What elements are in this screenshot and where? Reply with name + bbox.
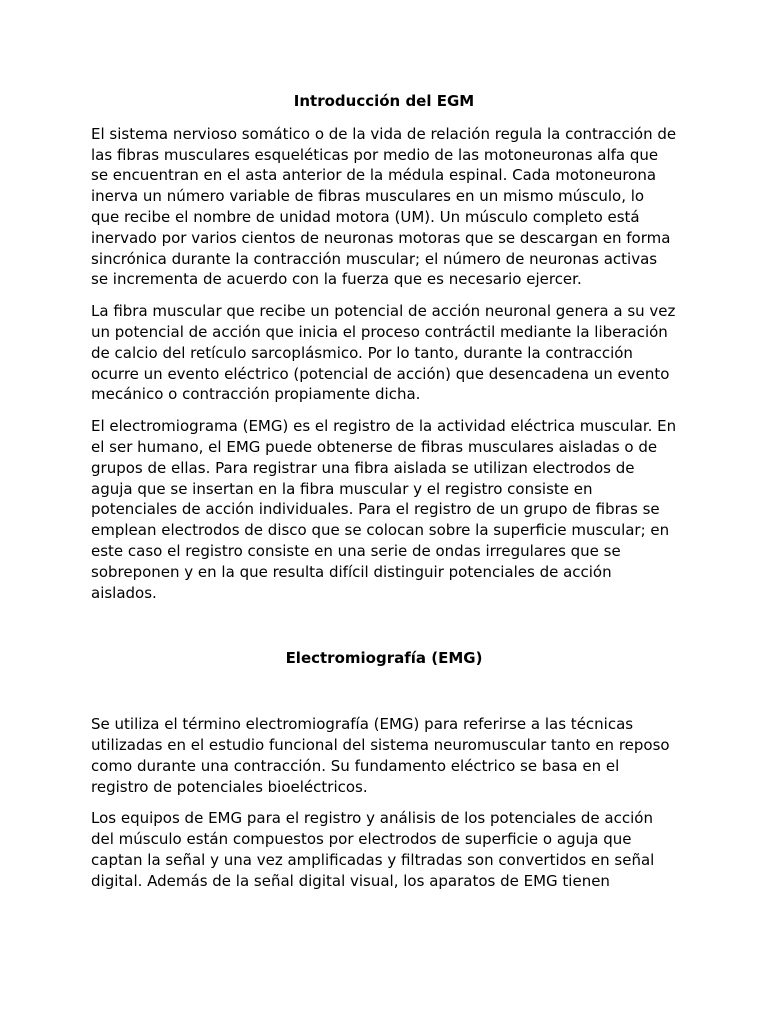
section-title-intro: Introducción del EGM [293,92,475,110]
paragraph-emg-1: Se utiliza el término electromiografía (EMG) para referirse a las técnicas utilizadas en el estudio funcional del sistema neuromuscular tanto en reposo como durante una contracción. Su fundamento eléctrico se basa en el registro de potenciales bioeléctricos. [91,715,670,796]
paragraph-intro-1: El sistema nervioso somático o de la vida de relación regula la contracción de las fibras musculares esqueléticas por medio de las motoneuronas alfa que se encuentran en el asta anterior de la médula espinal. Cada motoneurona inerva un número variable de fibras musculares en un mismo músculo, lo que recibe el nombre de unidad motora (UM). Un músculo completo está inervado por varios cientos de neuronas motoras que se descargan en forma sincrónica durante la contracción muscular; el número de neuronas activas se incrementa de acuerdo con la fuerza que es necesario ejercer. [91,124,677,289]
section-title-emg: Electromiografía (EMG) [285,649,483,668]
paragraph-intro-2: La fibra muscular que recibe un potencial de acción neuronal genera a su vez un potencial de acción que inicia el proceso contráctil mediante la liberación de calcio del retículo sarcoplásmico. Por lo tanto, durante la contracción ocurre un evento eléctrico (potencial de acción) que desencadena un evento mecánico o contracción propiamente dicha. [91,302,676,404]
document-body [91,91,677,892]
paragraph-emg-2: Los equipos de EMG para el registro y análisis de los potenciales de acción del músculo están compuestos por electrodos de superficie o aguja que captan la señal y una vez amplificadas y filtradas son convertidos en señal digital. Además de la señal digital visual, los aparatos de EMG tienen [91,809,655,890]
paragraph-intro-3: El electromiograma (EMG) es el registro de la actividad eléctrica muscular. En el ser humano, el EMG puede obtenerse de fibras musculares aisladas o de grupos de ellas. Para registrar una fibra aislada se utilizan electrodos de aguja que se insertan en la fibra muscular y el registro consiste en potenciales de acción individuales. Para el registro de un grupo de fibras se emplean electrodos de disco que se colocan sobre la superficie muscular; en este caso el registro consiste en una serie de ondas irregulares que se sobreponen y en la que resulta difícil distinguir potenciales de acción aislados. [91,417,677,602]
